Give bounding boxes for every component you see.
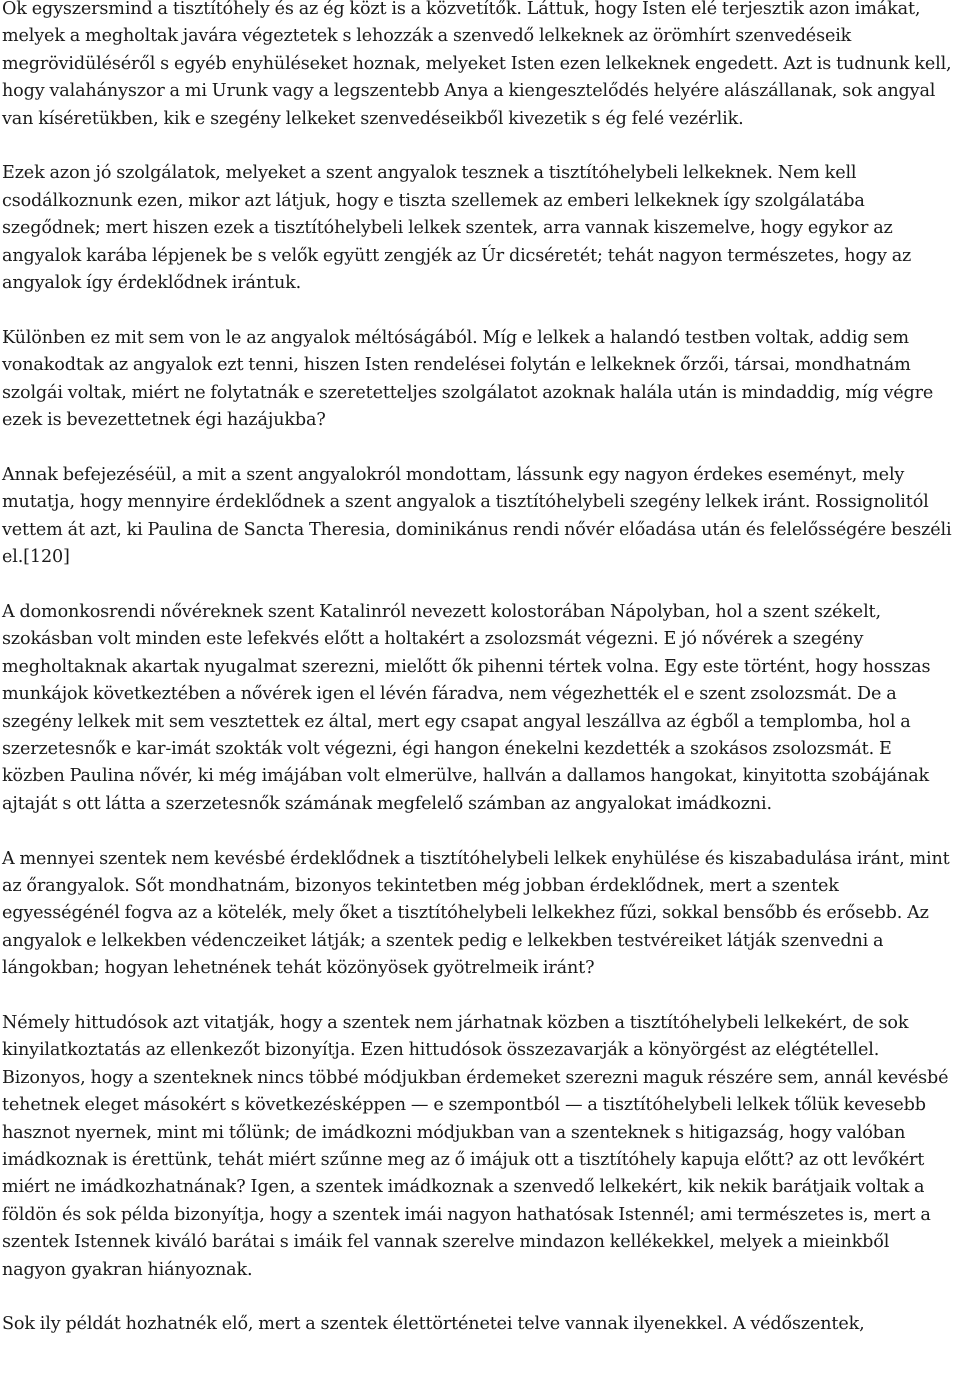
paragraph-naples-convent: A domonkosrendi nővéreknek szent Katalinról nevezett kolostorában Nápolyban, hol a szent székelt, szokásban volt minden este lefekvés előtt a holtakért a zsolozsmát végezni. E jó nővérek a szegény megholtaknak akartak nyugalmat szerezni, mielőtt ők pihenni tértek volna. Egy este történt, hogy hosszas munkájok következtében a nővérek igen el lévén fáradva, nem végezhették el e szent zsolozsmát. De a szegény lelkek mit sem vesztettek ez által, mert egy csapat angyal leszállva az égből a templomba, hol a szerzetesnők e kar-imát szokták volt végezni, égi hangon énekelni kezdették a szokásos zsolozsmát. E közben Paulina nővér, ki még imájában volt elmerülve, hallván a dallamos hangokat, kinyitotta szobájának ajtaját s ott látta a szerzetesnők számának megfelelő számban az angyalokat imádkozni.	[2, 601, 931, 814]
paragraph-saints-interest: A mennyei szentek nem kevésbé érdeklődnek a tisztítóhelybeli lelkek enyhülése és kiszabadulása iránt, mint az őrangyalok. Sőt mondhatnám, bizonyos tekintetben még jobban érdeklődnek, mert a szentek egyességénél fogva az a kötelék, mely őket a tisztítóhelybeli lelkekhez fűzi, sokkal bensőbb és erősebb. Az angyalok e lelkekben védenczeiket látják; a szentek pedig e lelkekben testvéreiket látják szenvedni a lángokban; hogyan lehetnének tehát közönyösek gyötrelmeik iránt?	[2, 848, 950, 979]
paragraph-angels-mediators: Ők egyszersmind a tisztítóhely és az ég közt is a közvetítők. Láttuk, hogy Isten elé terjesztik azon imákat, melyek a megholtak javára végeztetek s lehozzák a szenvedő lelkeknek az örömhírt szenvedéseik megrövidüléséről s egyéb enyhüléseket hoznak, melyeket Isten ezen lelkeknek engedett. Azt is tudnunk kell, hogy valahányszor a mi Urunk vagy a legszentebb Anya a kiengesztelődés helyére alászállanak, sok angyal van kíséretükben, kik e szegény lelkeket szenvedéseikből kivezetik s ég felé vezérlik.	[2, 0, 952, 129]
paragraph-examples: Sok ily példát hozhatnék elő, mert a szentek élettörténetei telve vannak ilyenekkel. A védőszentek,	[2, 1314, 865, 1335]
paragraph-event-intro: Annak befejezéséül, a mit a szent angyalokról mondottam, lássunk egy nagyon érdekes eseményt, mely mutatja, hogy mennyire érdeklődnek a szent angyalok a tisztítóhelybeli szegény lelkek iránt. Rossignolitól vettem át azt, ki Paulina de Sancta Theresia, dominikánus rendi nővér előadása után és felelősségére beszéli el.[120]	[2, 464, 952, 568]
paragraph-angels-services: Ezek azon jó szolgálatok, melyeket a szent angyalok tesznek a tisztítóhelybeli lelkeknek. Nem kell csodálkoznunk ezen, mikor azt látjuk, hogy e tiszta szellemek az emberi lelkeknek így szolgálatába szegődnek; mert hiszen ezek a tisztítóhelybeli lelkek szentek, arra vannak kiszemelve, hogy egykor az angyalok karába lépjenek be s velők együtt zengjék az Úr dicséretét; tehát nagyon természetes, hogy az angyalok így érdeklődnek irántuk.	[2, 163, 912, 294]
paragraph-theologians: Némely hittudósok azt vitatják, hogy a szentek nem járhatnak közben a tisztítóhelybeli lelkekért, de sok kinyilatkoztatás az ellenkezőt bizonyítja. Ezen hittudósok összezavarják a könyörgést az elégtétellel. Bizonyos, hogy a szenteknek nincs többé módjukban érdemeket szerezni maguk részére sem, annál kevésbé tehetnek eleget másokért s következésképpen — e szempontból — a tisztítóhelybeli lelkek tőlük kevesebb hasznot nyernek, mint mi tőlünk; de imádkozni módjukban van a szenteknek s hitigazság, hogy valóban imádkoznak is érettünk, tehát miért szűnne meg az ő imájuk ott a tisztítóhely kapuja előtt? az ott levőkért miért ne imádkozhatnának? Igen, a szentek imádkoznak a szenvedő lelkekért, kik nekik barátjaik voltak a földön és sok példa bizonyítja, hogy a szentek imái nagyon hathatósak Istennél; ami természetes is, mert a szentek Istennek kiváló barátai s imáik fel vannak szerelve mindazon kellékekkel, melyek a mieinkből nagyon gyakran hiányoznak.	[2, 1012, 949, 1280]
paragraph-angels-dignity: Különben ez mit sem von le az angyalok méltóságából. Míg e lelkek a halandó testben voltak, addig sem vonakodtak az angyalok ezt tenni, hiszen Isten rendelései folytán e lelkeknek őrzői, társai, mondhatnám szolgái voltak, miért ne folytatnák e szeretetteljes szolgálatot azoknak halála után is mindaddig, míg végre ezek is bevezettetnek égi hazájukba?	[2, 327, 934, 431]
